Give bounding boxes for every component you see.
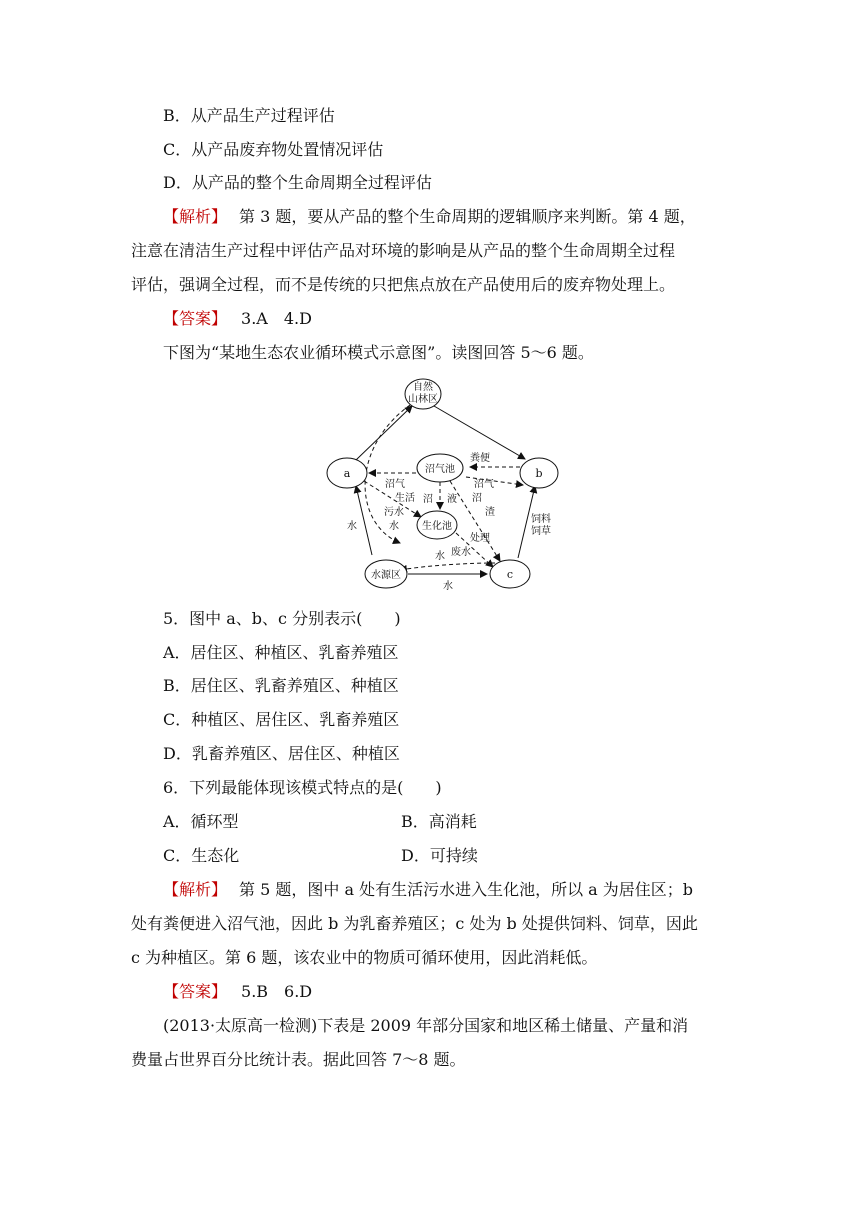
edge-water-back: 水	[435, 551, 445, 562]
analysis-3-4-line3: 评估，强调全过程，而不是传统的只把焦点放在产品使用后的废弃物处理上。	[131, 275, 676, 294]
option-4d: D．从产品的整个生命周期全过程评估	[163, 173, 432, 192]
edge-zhao-b: 沼	[472, 493, 482, 504]
label-b: b	[535, 467, 543, 480]
label-water-source: 水源区	[371, 570, 401, 581]
edge-forage: 饲草	[531, 526, 551, 537]
edge-water-bottom: 水	[443, 581, 453, 592]
edge-residue: 渣	[485, 507, 495, 518]
arrow-c-to-water	[400, 563, 495, 570]
eco-agriculture-diagram	[320, 373, 560, 595]
arrow-forest-to-b	[434, 406, 525, 459]
edge-life: 生活	[395, 493, 415, 504]
label-forest-2: 山林区	[408, 394, 438, 405]
edge-liquid: 液	[447, 494, 457, 505]
edge-zhao-a: 沼	[423, 494, 433, 505]
edge-water-left: 水	[347, 521, 357, 532]
analysis-text: 第 3 题，要从产品的整个生命周期的逻辑顺序来判断。第 4 题，	[239, 207, 696, 226]
arrow-a-to-forest	[356, 406, 412, 460]
edge-treat: 处理	[470, 533, 490, 544]
question-5: 5．图中 a、b、c 分别表示( )	[163, 609, 401, 628]
option-6b: B．高消耗	[401, 812, 477, 831]
label-forest-1: 自然	[413, 382, 433, 393]
edge-biogas-right: 沼气	[474, 479, 494, 490]
edge-feed: 饲料	[531, 514, 551, 525]
edge-manure: 粪便	[470, 453, 490, 464]
option-5d: D．乳畜养殖区、居住区、种植区	[163, 744, 400, 763]
label-biogas: 沼气池	[425, 464, 455, 475]
answer-5-6	[163, 982, 312, 1002]
answer-tag: 【答案】	[163, 982, 228, 1001]
analysis-text: 第 5 题，图中 a 处有生活污水进入生化池，所以 a 为居住区；b	[239, 880, 694, 899]
label-a: a	[343, 467, 351, 480]
intro-5-6: 下图为“某地生态农业循环模式示意图”。读图回答 5～6 题。	[163, 343, 594, 362]
intro-7-8: (2013·太原高一检测)下表是 2009 年部分国家和地区稀土储量、产量和消	[163, 1016, 689, 1035]
answer-text: 3.A 4.D	[241, 309, 312, 328]
edge-biogas-left: 沼气	[385, 479, 405, 490]
edge-water-small: 水	[389, 521, 399, 532]
analysis-5-6-line2: 处有粪便进入沼气池，因此 b 为乳畜养殖区；c 处为 b 处提供饲料、饲草，因此	[131, 914, 698, 933]
option-5c: C．种植区、居住区、乳畜养殖区	[163, 710, 400, 729]
label-biochem: 生化池	[422, 521, 452, 532]
option-4b: B．从产品生产过程评估	[163, 106, 335, 125]
analysis-3-4-line2: 注意在清洁生产过程中评估产品对环境的影响是从产品的整个生命周期全过程	[131, 241, 676, 260]
analysis-5-6-line3: c 为种植区。第 6 题，该农业中的物质可循环使用，因此消耗低。	[131, 948, 598, 967]
analysis-5-6	[163, 880, 693, 900]
option-6d: D．可持续	[401, 846, 478, 865]
analysis-tag: 【解析】	[163, 207, 228, 226]
option-6c: C．生态化	[163, 846, 240, 865]
analysis-tag: 【解析】	[163, 880, 228, 899]
answer-tag: 【答案】	[163, 309, 228, 328]
intro-7-8-line2: 费量占世界百分比统计表。据此回答 7～8 题。	[131, 1050, 466, 1069]
answer-3-4	[163, 309, 312, 329]
question-6: 6．下列最能体现该模式特点的是( )	[163, 778, 442, 797]
option-5b: B．居住区、乳畜养殖区、种植区	[163, 676, 399, 695]
answer-text: 5.B 6.D	[241, 982, 313, 1001]
analysis-3-4	[163, 207, 696, 227]
option-5a: A．居住区、种植区、乳畜养殖区	[163, 643, 399, 662]
arrow-water-to-a	[356, 486, 372, 555]
option-6a: A．循环型	[163, 812, 239, 831]
edge-sewage: 污水	[384, 507, 404, 518]
edge-waste-water: 废水	[451, 547, 471, 558]
option-4c: C．从产品废弃物处置情况评估	[163, 140, 384, 159]
label-c: c	[506, 568, 514, 581]
